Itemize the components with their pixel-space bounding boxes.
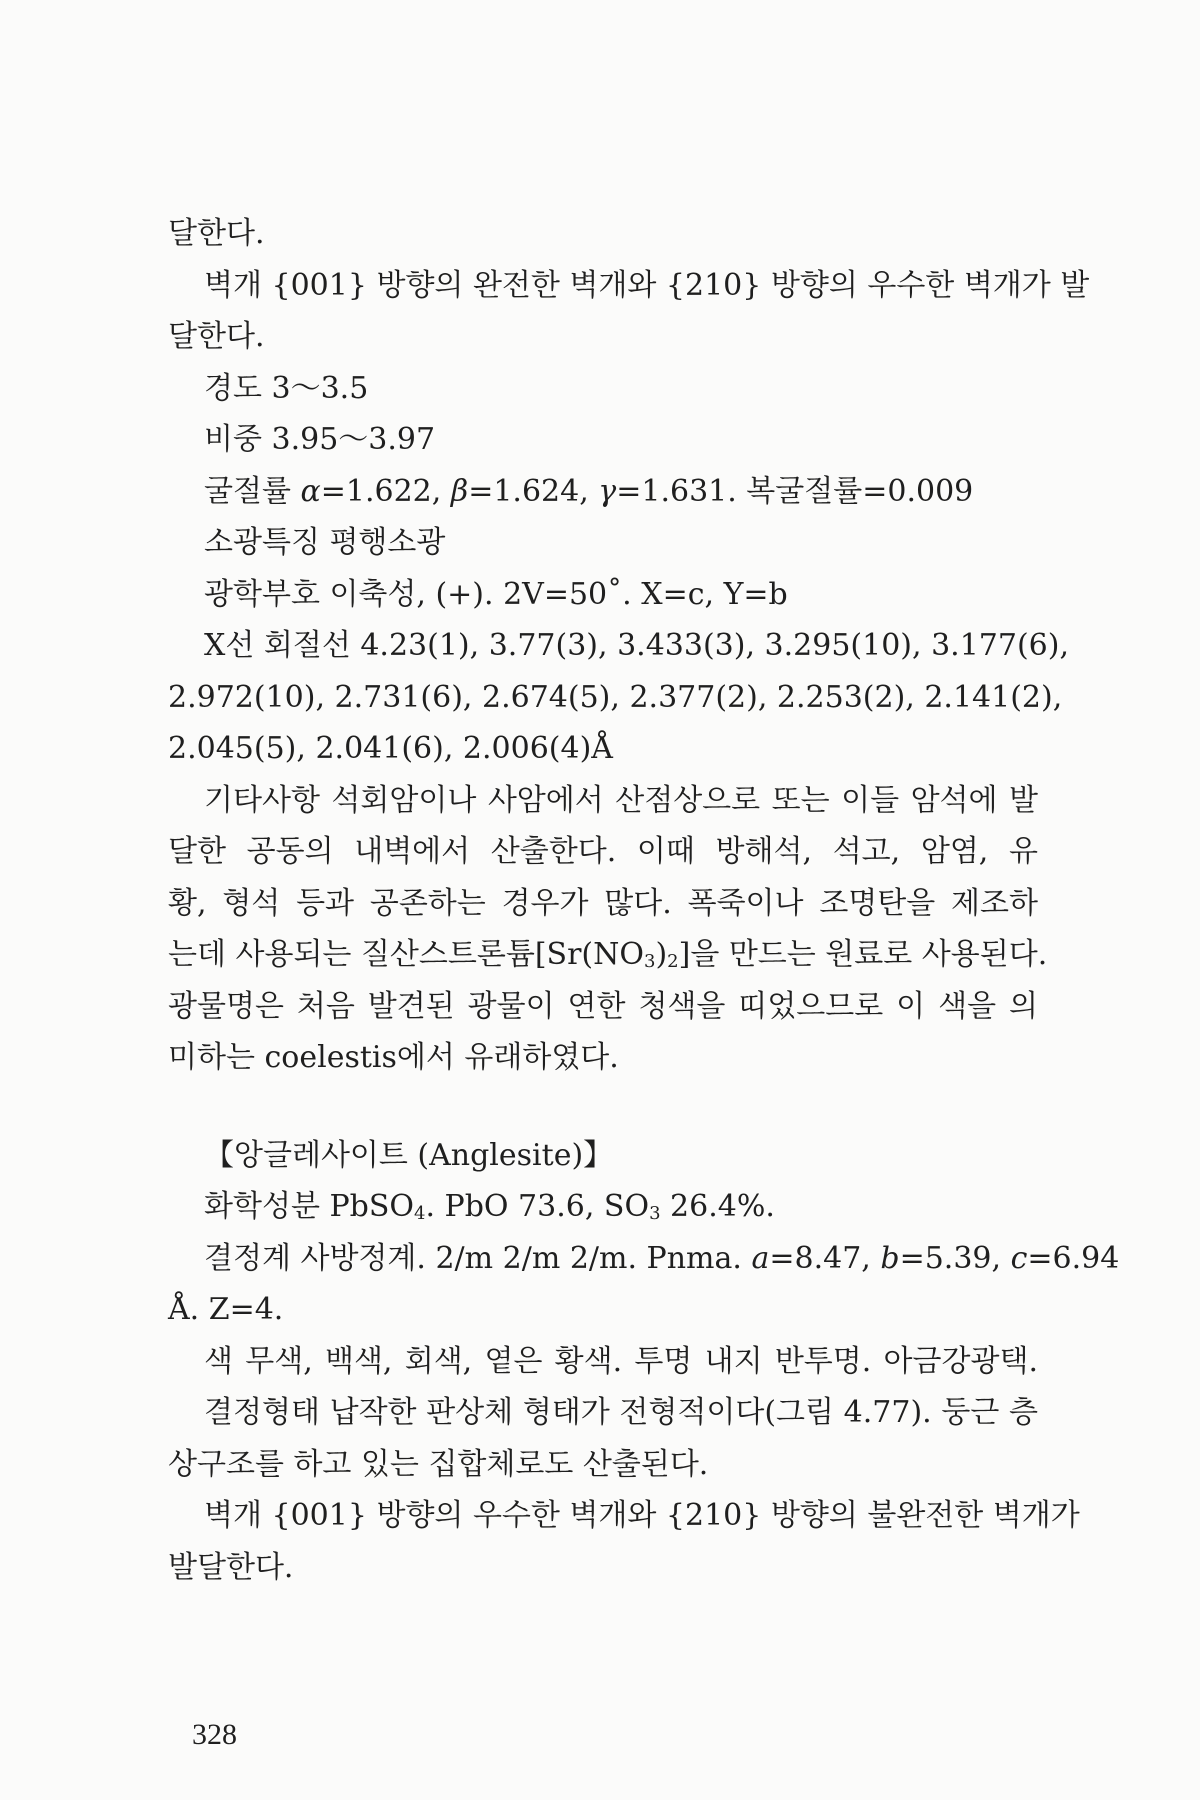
xray-line: 2.972(10), 2.731(6), 2.674(5), 2.377(2), 2.253(2), 2.141(2),: [168, 679, 1063, 715]
cleavage-paragraph-line: 달한다.: [168, 319, 265, 354]
text-line: 달한다.: [168, 216, 265, 251]
crystal-system-line: 결정계 사방정계. 2/m 2/m 2/m. Pnma. a=8.47, b=5.39, c=6.94: [204, 1240, 1120, 1276]
other-notes-line: 기타사항 석회암이나 사암에서 산점상으로 또는 이들 암석에 발: [204, 782, 1038, 818]
cleavage-paragraph-line: 벽개 {001} 방향의 완전한 벽개와 {210} 방향의 우수한 벽개가 발: [204, 267, 1090, 303]
other-notes-line: 광물명은 처음 발견된 광물이 연한 청색을 띠었으므로 이 색을 의: [168, 988, 1038, 1024]
specific-gravity-line: 비중 3.95～3.97: [204, 422, 436, 457]
refraction-line: 굴절률 α=1.622, β=1.624, γ=1.631. 복굴절률=0.009: [204, 473, 974, 509]
habit-line: 상구조를 하고 있는 집합체로도 산출된다.: [168, 1446, 709, 1482]
other-notes-line: 미하는 coelestis에서 유래하였다.: [168, 1040, 619, 1075]
hardness-line: 경도 3～3.5: [204, 370, 369, 406]
page-body: [168, 208, 1120, 1593]
xray-line: X선 회절선 4.23(1), 3.77(3), 3.433(3), 3.295(10), 3.177(6),: [204, 628, 1069, 663]
cleavage-line: 벽개 {001} 방향의 우수한 벽개와 {210} 방향의 불완전한 벽개가: [204, 1498, 1080, 1533]
xray-line: 2.045(5), 2.041(6), 2.006(4)Å: [168, 731, 613, 766]
habit-line: 결정형태 납작한 판상체 형태가 전형적이다(그림 4.77). 둥근 층: [204, 1395, 1038, 1430]
optic-sign-line: 광학부호 이축성, (+). 2V=50˚. X=c, Y=b: [204, 576, 788, 612]
section-title: 【앙글레사이트 (Anglesite)】: [204, 1137, 614, 1173]
color-line: 색 무색, 백색, 회색, 옅은 황색. 투명 내지 반투명. 아금강광택.: [204, 1343, 1038, 1379]
other-notes-line: 는데 사용되는 질산스트론튬$[Sr(NO_3)_2]$을 만드는 원료로 사용된다.: [168, 937, 1048, 972]
page-number: 328: [192, 1718, 237, 1751]
other-notes-line: 황, 형석 등과 공존하는 경우가 많다. 폭죽이나 조명탄을 제조하: [168, 885, 1038, 921]
chemical-composition-line: 화학성분 PbSO$_4$. PbO 73.6, $SO_3$ 26.4%.: [204, 1189, 775, 1224]
extinction-line: 소광특징 평행소광: [204, 525, 446, 560]
cleavage-line: 발달한다.: [168, 1549, 294, 1585]
other-notes-line: 달한 공동의 내벽에서 산출한다. 이때 방해석, 석고, 암염, 유: [168, 834, 1038, 869]
crystal-system-line: Å. Z=4.: [168, 1292, 284, 1327]
